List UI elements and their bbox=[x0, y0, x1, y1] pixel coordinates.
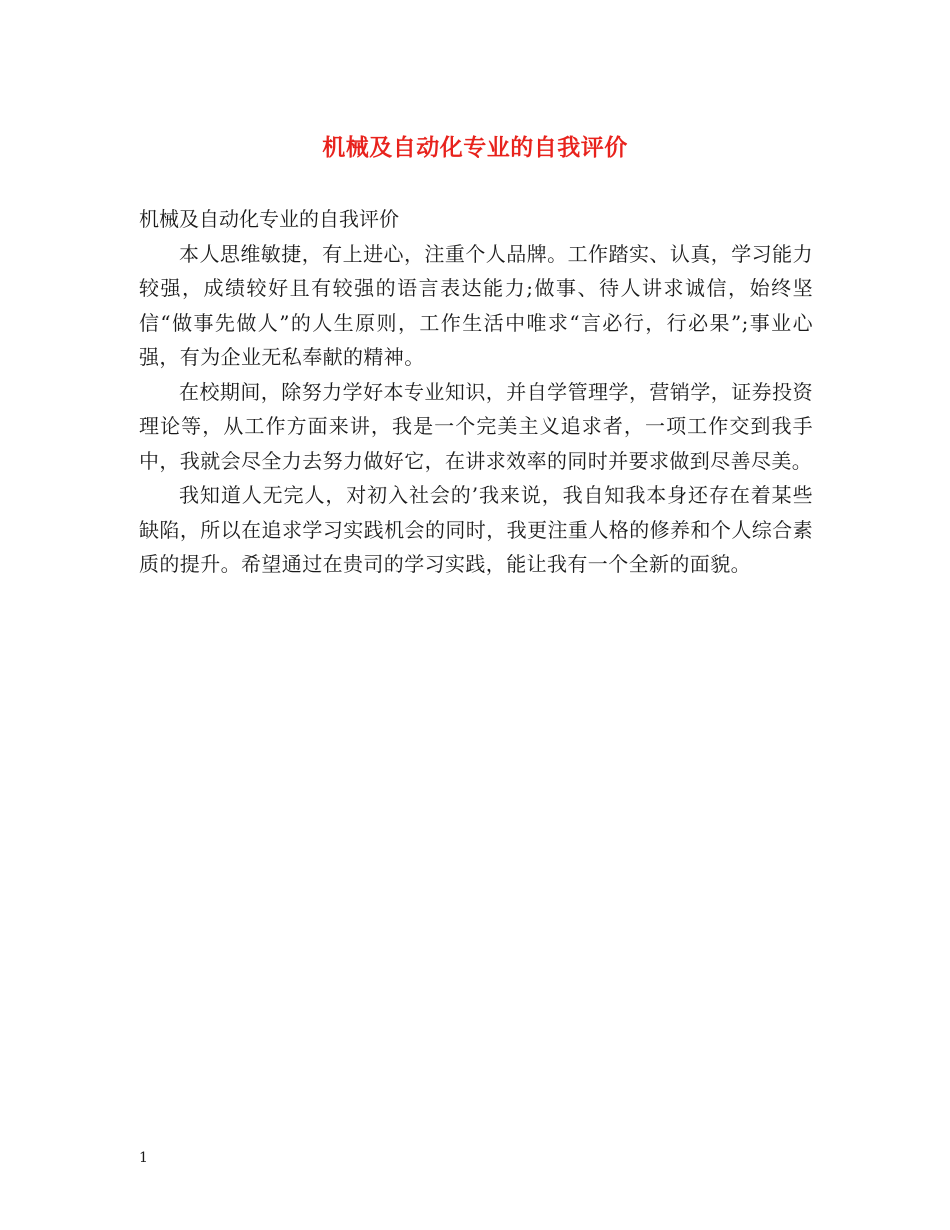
paragraph-3: 我知道人无完人，对初入社会的’我来说，我自知我本身还存在着某些缺陷，所以在追求学习实践机会的同时，我更注重人格的修养和个人综合素质的提升。希望通过在贵司的学习实践，能让我有一个全新的面貌。 bbox=[139, 483, 813, 576]
paragraph-2: 在校期间，除努力学好本专业知识，并自学管理学，营销学，证券投资理论等，从工作方面来讲，我是一个完美主义追求者，一项工作交到我手中，我就会尽全力去努力做好它，在讲求效率的同时并要求做到尽善尽美。 bbox=[139, 379, 813, 473]
page-number: 1 bbox=[139, 1150, 148, 1166]
paragraph-1: 本人思维敏捷，有上进心，注重个人品牌。工作踏实、认真，学习能力较强，成绩较好且有较强的语言表达能力;做事、待人讲求诚信，始终坚信“做事先做人”的人生原则，工作生活中唯求“言必行，行必果”;事业心强，有为企业无私奉献的精神。 bbox=[139, 241, 813, 369]
document-subtitle: 机械及自动化专业的自我评价 bbox=[139, 207, 399, 231]
document-body bbox=[139, 202, 813, 582]
document-title: 机械及自动化专业的自我评价 bbox=[322, 134, 628, 161]
